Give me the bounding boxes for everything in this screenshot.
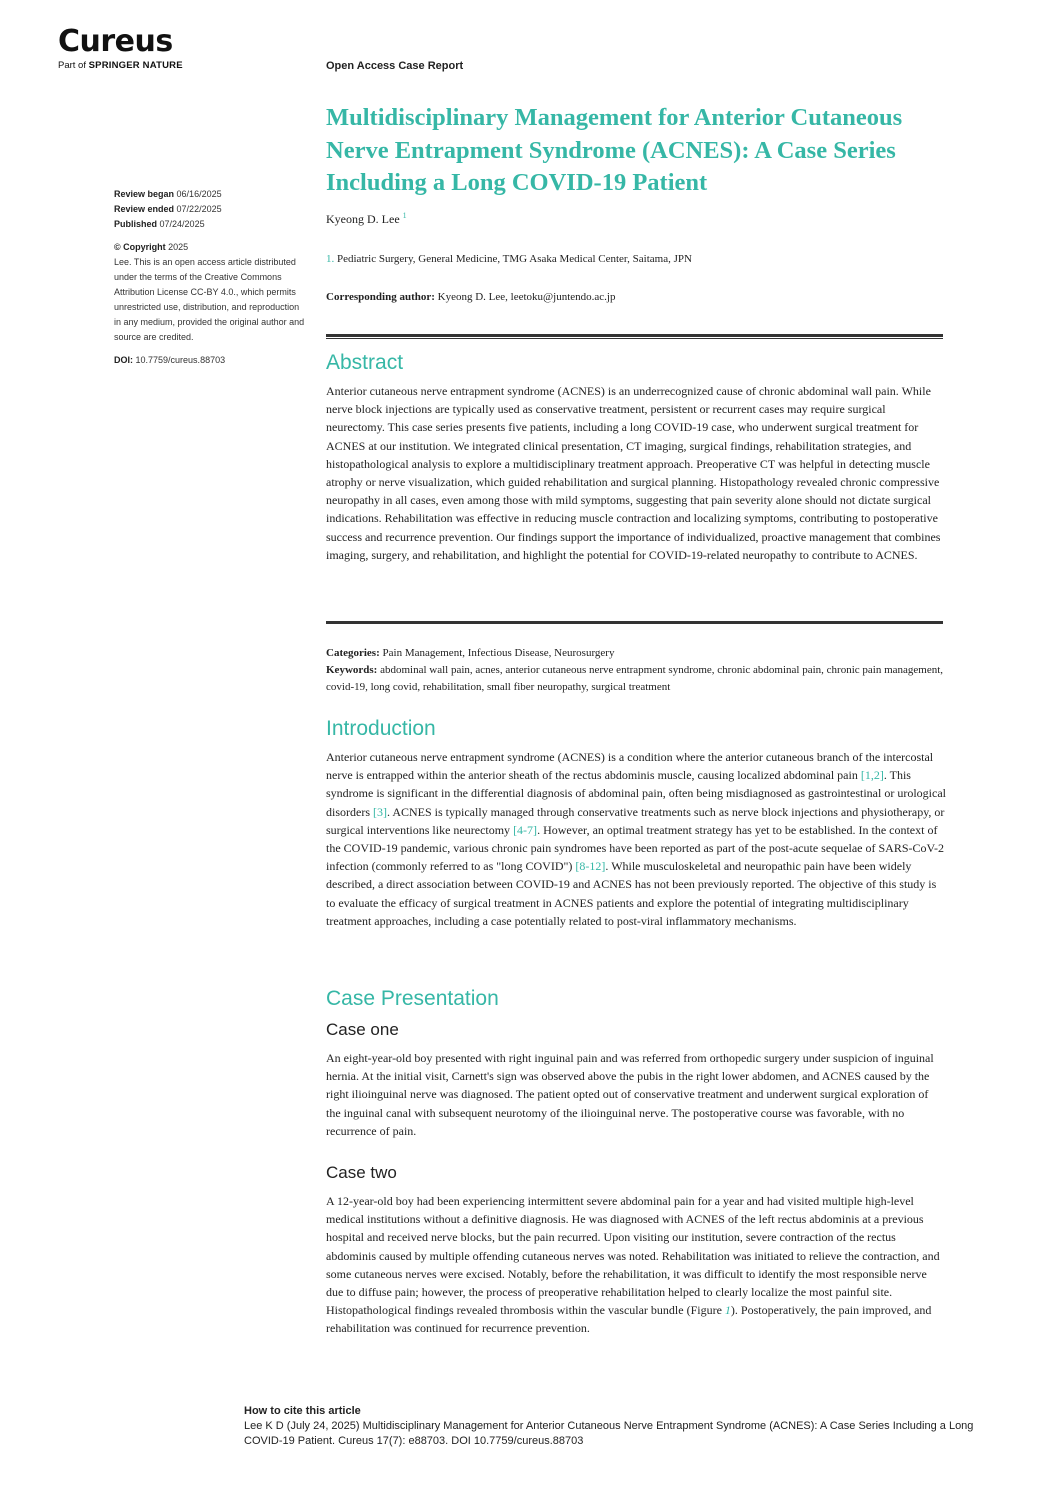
reference-link[interactable]: [8-12]	[575, 859, 606, 874]
reference-link[interactable]: [4-7]	[513, 822, 538, 837]
intro-text-4: . However, an optimal treatment strategy has yet to be established. In the context of the COVID-19 pandemic, various chronic pain syndromes have been reported as part of the post-acute sequelae of SARS-CoV-2 infection (commonly referred to as "long COVID")	[326, 822, 945, 874]
cureus-logo[interactable]	[58, 26, 183, 71]
partner-name: SPRINGER NATURE	[88, 60, 183, 71]
reference-link[interactable]: [1,2]	[860, 768, 884, 783]
cite-text: Lee K D (July 24, 2025) Multidisciplinary Management for Anterior Cutaneous Nerve Entrapment Syndrome (ACNES): A Case Series Including a Long COVID-19 Patient. Cureus 17(7): e88703. DOI 10.7759/cureus.88703	[244, 1420, 974, 1447]
reference-link[interactable]: [3]	[373, 804, 387, 819]
license-text: Lee. This is an open access article distributed under the terms of the Creative Commons Attribution License CC-BY 4.0., which permits unrestricted use, distribution, and reproduction in any medium, provided the original author and source are credited.	[114, 257, 305, 342]
author-affiliation-marker[interactable]: 1	[402, 211, 407, 220]
case-two-heading: Case two	[326, 1163, 397, 1182]
corresponding-text[interactable]: Kyeong D. Lee, leetoku@juntendo.ac.jp	[437, 291, 616, 303]
logo-wordmark: Cureus	[58, 24, 173, 59]
part-of-text: Part of	[58, 60, 89, 71]
section-divider-bottom	[326, 621, 943, 624]
article-sidebar	[114, 187, 306, 376]
intro-text-1: Anterior cutaneous nerve entrapment syndrome (ACNES) is a condition where the anterior cutaneous branch of the intercostal nerve is entrapped within the anterior sheath of the rectus abdominis muscle, causing localized abdominal pain	[326, 750, 934, 783]
cite-heading: How to cite this article	[244, 1405, 361, 1417]
intro-text-2: . This syndrome is significant in the differential diagnosis of abdominal pain, often being misdiagnosed as gastrointestinal or urological disorders	[326, 768, 946, 819]
introduction-heading: Introduction	[326, 717, 436, 740]
figure-link[interactable]: 1	[724, 1303, 731, 1318]
affiliation	[326, 253, 692, 265]
review-ended-label: Review ended	[114, 204, 175, 214]
springer-nature-line	[58, 60, 183, 71]
keywords-text: abdominal wall pain, acnes, anterior cutaneous nerve entrapment syndrome, chronic abdominal pain, chronic pain management, covid-19, long covid, rehabilitation, small fiber neuropathy, surgical treatment	[326, 664, 944, 693]
copyright-year: 2025	[168, 242, 189, 252]
section-divider-top	[326, 334, 943, 337]
case-two-text-1: A 12-year-old boy had been experiencing intermittent severe abdominal pain for a year and had visited multiple high-level medical institutions without a definitive diagnosis. He was diagnosed with ACNES of the left rectus abdominis at a previous hospital and received nerve blocks, but the pain recurred. Upon visiting our institution, severe contraction of the rectus abdominis caused by multiple offending cutaneous nerves was noted. Rehabilitation was initiated to relieve the contraction, and some cutaneous nerves were excised. Notably, before the rehabilitation, it was difficult to identify the most responsible nerve due to diffuse pain; however, the process of preoperative rehabilitation helped to clearly localize the most painful site. Histopathological findings revealed thrombosis within the vascular bundle (Figure	[326, 1194, 940, 1318]
published-label: Published	[114, 219, 158, 229]
copyright-block	[114, 240, 306, 345]
how-to-cite	[244, 1404, 1014, 1449]
case-presentation-heading: Case Presentation	[326, 987, 499, 1010]
corresponding-author	[326, 291, 615, 303]
published-date	[114, 217, 306, 232]
affiliation-text: Pediatric Surgery, General Medicine, TMG Asaka Medical Center, Saitama, JPN	[337, 253, 692, 265]
published-value: 07/24/2025	[159, 219, 205, 229]
categories-label: Categories:	[326, 647, 380, 659]
article-title: Multidisciplinary Management for Anterior Cutaneous Nerve Entrapment Syndrome (ACNES): A Case Series Including a Long COVID-19 Patient	[326, 104, 903, 196]
doi-line	[114, 353, 306, 368]
copyright-label: © Copyright	[114, 242, 166, 252]
abstract-heading: Abstract	[326, 351, 404, 374]
intro-text-5: . While musculoskeletal and neuropathic pain have been widely described, a direct association between COVID-19 and ACNES has not been previously reported. The objective of this study is to evaluate the efficacy of surgical treatment in ACNES patients and explore the potential of integrating multidisciplinary treatment approaches, including a case potentially related to post-viral inflammatory mechanisms.	[326, 859, 937, 928]
review-began-value: 06/16/2025	[176, 189, 222, 199]
case-one-heading: Case one	[326, 1020, 399, 1039]
intro-text-3: . ACNES is typically managed through conservative treatments such as nerve block injections and physiotherapy, or surgical interventions like neurectomy	[326, 804, 945, 837]
keywords-label: Keywords:	[326, 664, 378, 676]
categories-line	[326, 645, 946, 662]
doi-value[interactable]: 10.7759/cureus.88703	[135, 355, 226, 365]
author-line	[326, 211, 407, 227]
report-type: Open Access Case Report	[326, 60, 464, 72]
review-dates	[114, 187, 306, 232]
abstract-text: Anterior cutaneous nerve entrapment syndrome (ACNES) is an underrecognized cause of chronic abdominal wall pain. While nerve block injections are typically used as conservative treatment, persistent or recurrent cases may require surgical neurectomy. This case series presents five patients, including a long COVID-19 case, who underwent surgical treatment for ACNES at our institution. We integrated clinical presentation, CT imaging, surgical findings, rehabilitation strategies, and histopathological analysis to explore a multidisciplinary treatment approach. Preoperative CT was helpful in detecting muscle atrophy or nerve visualization, which guided rehabilitation and surgical planning. Histopathology revealed chronic compressive neuropathy in all cases, even among those with mild symptoms, suggesting that pain severity alone should not dictate surgical indications. Rehabilitation was effective in reducing muscle contraction and localizing symptoms, contributing to postoperative success and recurrence prevention. Our findings support the importance of individualized, proactive management that combines imaging, surgery, and rehabilitation, and highlight the potential for COVID-19-related neuropathy to contribute to ACNES.	[326, 384, 941, 562]
keywords-line	[326, 662, 946, 696]
review-ended	[114, 202, 306, 217]
case-one-text: An eight-year-old boy presented with right inguinal pain and was referred from orthopedic surgery under suspicion of inguinal hernia. At the initial visit, Carnett's sign was observed above the pubis in the right lower abdomen, and ACNES caused by the right ilioinguinal nerve was diagnosed. The patient opted out of conservative treatment and underwent surgical exploration of the inguinal canal with subsequent neurotomy of the ilioinguinal nerve. The postoperative course was favorable, with no recurrence of pain.	[326, 1051, 934, 1138]
review-began	[114, 187, 306, 202]
author-name[interactable]: Kyeong D. Lee	[326, 212, 400, 226]
introduction-text	[326, 748, 946, 930]
review-ended-value: 07/22/2025	[176, 204, 222, 214]
corresponding-label: Corresponding author:	[326, 291, 435, 303]
doi-label: DOI:	[114, 355, 133, 365]
copyright-line	[114, 240, 306, 255]
categories-text: Pain Management, Infectious Disease, Neurosurgery	[382, 647, 615, 659]
review-began-label: Review began	[114, 189, 175, 199]
section-divider-top-thin	[326, 338, 943, 339]
categories-keywords	[326, 645, 946, 696]
case-two-text	[326, 1192, 946, 1338]
case-two-text-2: ). Postoperatively, the pain improved, and rehabilitation was continued for recurrence prevention.	[326, 1303, 932, 1336]
affiliation-number: 1.	[326, 253, 335, 265]
